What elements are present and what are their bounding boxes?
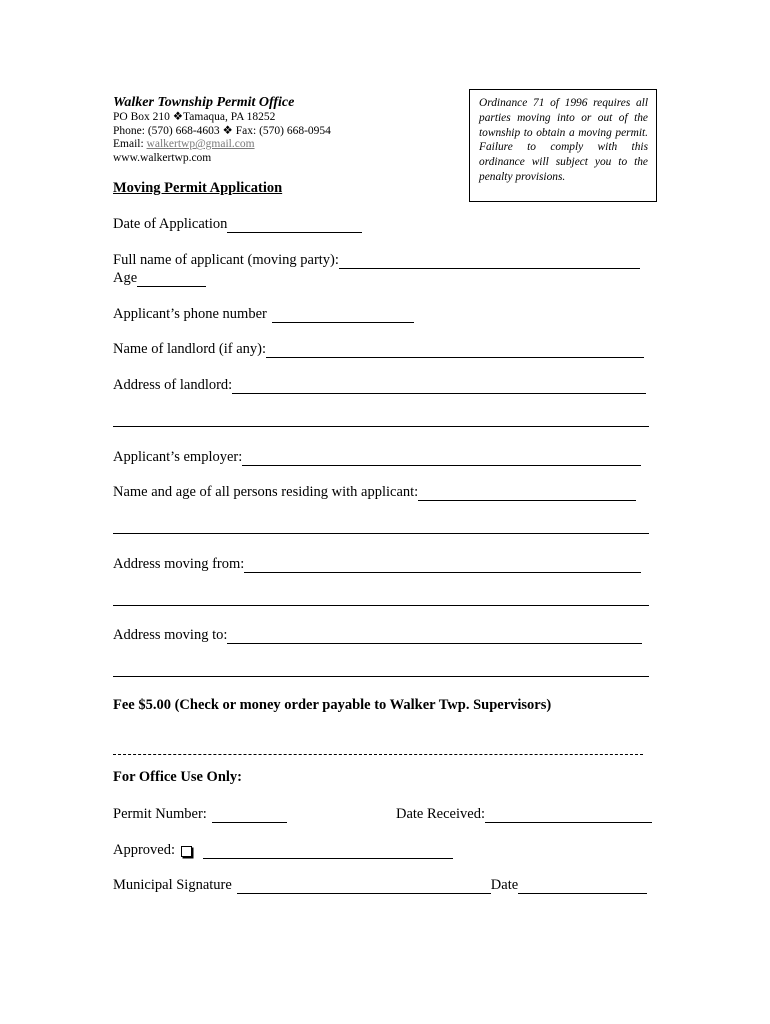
landlord-address-line-2[interactable] — [113, 426, 649, 427]
email-link[interactable]: walkertwp@gmail.com — [146, 138, 255, 150]
ordinance-notice: Ordinance 71 of 1996 requires all parties moving into or out of the township to obtain a moving permit. Failure to comply with this ordinance will subject you to the penalty provisions. — [469, 89, 657, 202]
fee-note: Fee $5.00 (Check or money order payable to Walker Twp. Supervisors) — [113, 697, 552, 713]
age-label: Age — [113, 270, 138, 286]
phone-row — [113, 305, 414, 323]
landlord-address-label: Address of landlord: — [113, 377, 233, 393]
office-phone-fax: Phone: (570) 668-4603 ❖ Fax: (570) 668-0954 — [113, 124, 331, 137]
residents-field[interactable] — [418, 487, 636, 501]
age-row — [113, 269, 206, 287]
date-received-row — [396, 805, 652, 823]
signature-date-label: Date — [490, 877, 519, 893]
employer-label: Applicant’s employer: — [113, 449, 243, 465]
residents-line-2[interactable] — [113, 533, 649, 534]
moving-to-label: Address moving to: — [113, 627, 228, 643]
cut-line — [113, 754, 643, 755]
date-of-application-row — [113, 215, 362, 233]
full-name-row — [113, 251, 640, 269]
office-name: Walker Township Permit Office — [113, 95, 295, 110]
landlord-name-field[interactable] — [266, 344, 644, 358]
moving-to-line-2[interactable] — [113, 676, 649, 677]
approved-label: Approved: — [113, 842, 176, 858]
permit-number-row — [113, 805, 287, 823]
phone-label: Applicant’s phone number — [113, 306, 267, 322]
employer-field[interactable] — [242, 452, 641, 466]
residents-label: Name and age of all persons residing with applicant: — [113, 484, 419, 500]
landlord-address-row — [113, 376, 646, 394]
permit-number-field[interactable] — [212, 809, 287, 823]
approved-row — [113, 841, 453, 859]
office-header — [113, 94, 443, 165]
date-of-application-field[interactable] — [227, 219, 362, 233]
phone-field[interactable] — [272, 309, 414, 323]
municipal-signature-row — [113, 876, 647, 894]
date-received-label: Date Received: — [396, 806, 485, 822]
office-email-line — [113, 138, 443, 152]
age-field[interactable] — [137, 273, 206, 287]
moving-from-label: Address moving from: — [113, 556, 245, 572]
office-website: www.walkertwp.com — [113, 151, 212, 164]
municipal-signature-label: Municipal Signature — [113, 877, 232, 893]
full-name-field[interactable] — [339, 255, 640, 269]
employer-row — [113, 448, 641, 466]
landlord-name-label: Name of landlord (if any): — [113, 341, 267, 357]
date-received-field[interactable] — [485, 809, 652, 823]
municipal-signature-field[interactable] — [237, 880, 491, 894]
moving-to-row — [113, 626, 642, 644]
office-address: PO Box 210 ❖Tamaqua, PA 18252 — [113, 111, 276, 123]
moving-from-row — [113, 555, 641, 573]
office-use-title: For Office Use Only: — [113, 769, 242, 785]
approved-field[interactable] — [203, 845, 453, 859]
residents-row — [113, 483, 636, 501]
landlord-name-row — [113, 340, 644, 358]
moving-from-line-2[interactable] — [113, 605, 649, 606]
approved-checkbox[interactable] — [181, 846, 192, 857]
full-name-label: Full name of applicant (moving party): — [113, 252, 339, 268]
landlord-address-field[interactable] — [232, 380, 646, 394]
signature-date-field[interactable] — [518, 880, 647, 894]
permit-number-label: Permit Number: — [113, 806, 207, 822]
moving-from-field[interactable] — [244, 559, 641, 573]
email-label: Email: — [113, 138, 147, 150]
moving-to-field[interactable] — [227, 630, 642, 644]
form-title: Moving Permit Application — [113, 180, 283, 196]
date-of-application-label: Date of Application — [113, 216, 228, 232]
